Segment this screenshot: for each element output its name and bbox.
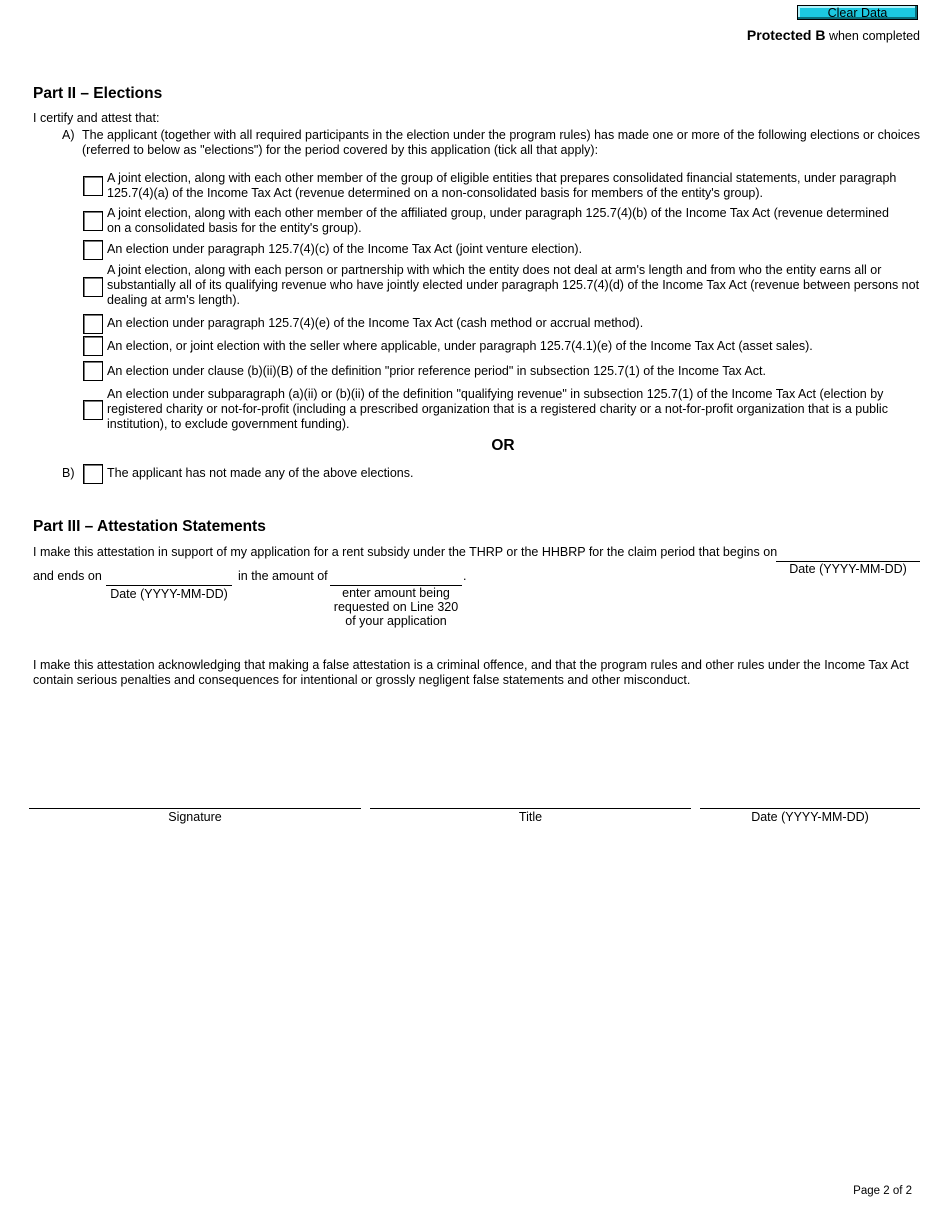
election-checkbox-8[interactable]: [83, 400, 103, 420]
amount-period: .: [463, 569, 467, 583]
election-option-3: An election under paragraph 125.7(4)(c) of the Income Tax Act (joint venture election).: [107, 242, 583, 256]
election-checkbox-5[interactable]: [83, 314, 103, 334]
election-option-4: A joint election, along with each person or partnership with which the entity does not deal at arm's length and from who the entity earns all or substantially all of its qualifying revenue who have jointly elected under paragraph 125.7(4)(d) of the Income Tax Act (revenue between persons not dealing at arm's length).: [107, 263, 920, 307]
amount-caption-line-1: enter amount being: [342, 586, 450, 600]
no-election-option: The applicant has not made any of the above elections.: [107, 466, 414, 480]
amount-field[interactable]: [330, 566, 462, 586]
title-label: Title: [518, 810, 543, 824]
election-checkbox-6[interactable]: [83, 336, 103, 356]
part3-title: Part III – Attestation Statements: [33, 518, 266, 535]
part2-title: Part II – Elections: [33, 85, 163, 102]
page-number: Page 2 of 2: [853, 1185, 912, 1197]
no-election-checkbox[interactable]: [83, 464, 103, 484]
election-option-6: An election, or joint election with the seller where applicable, under paragraph 125.7(4.1)(e) of the Income Tax Act (asset sales).: [107, 339, 813, 353]
attestation-statement-2: I make this attestation acknowledging that making a false attestation is a criminal offence, and that the program rules and other rules under the Income Tax Act contain serious penalties and consequences for intentional or grossly negligent false statements and other misconduct.: [33, 658, 909, 687]
election-option-2: A joint election, along with each other member of the affiliated group, under paragraph 125.7(4)(b) of the Income Tax Act (revenue determined on a consolidated basis for the entity's group).: [107, 206, 889, 235]
election-checkbox-3[interactable]: [83, 240, 103, 260]
part2-a-marker: A): [62, 128, 75, 142]
signature-field[interactable]: [29, 786, 361, 809]
or-separator: OR: [491, 437, 515, 454]
protected-b-notice: Protected B when completed: [746, 27, 920, 43]
start-date-field[interactable]: [776, 541, 920, 562]
title-field[interactable]: [370, 786, 691, 809]
part2-b-marker: B): [62, 466, 75, 480]
signature-date-field[interactable]: [700, 786, 920, 809]
election-option-5: An election under paragraph 125.7(4)(e) of the Income Tax Act (cash method or accrual method).: [107, 316, 644, 330]
signature-date-label: Date (YYYY-MM-DD): [751, 810, 869, 824]
election-option-8: An election under subparagraph (a)(ii) or (b)(ii) of the definition "qualifying revenue" in subsection 125.7(1) of the Income Tax Act (election by registered charity or not-for-profit (including a prescribed organization that is a registered charity or a not-for-profit organization that is a public institution), to exclude government funding).: [107, 387, 888, 431]
attestation-statement-1: I make this attestation in support of my application for a rent subsidy under the THRP or the HHBRP for the claim period that begins on: [33, 545, 778, 559]
part2-intro: I certify and attest that:: [33, 111, 160, 125]
election-checkbox-1[interactable]: [83, 176, 103, 196]
end-date-field[interactable]: [106, 566, 232, 586]
part2-a-text: The applicant (together with all required participants in the election under the program rules) has made one or more of the following elections or choices (referred to below as "elections") for the period covered by this application (tick all that apply):: [82, 128, 920, 157]
signature-label: Signature: [168, 810, 222, 824]
in-amount-label: in the amount of: [238, 569, 328, 583]
election-option-1: A joint election, along with each other member of the group of eligible entities that prepares consolidated financial statements, under paragraph 125.7(4)(a) of the Income Tax Act (revenue determined on a non-consolidated basis for members of the entity's group).: [107, 171, 897, 200]
election-option-7: An election under clause (b)(ii)(B) of the definition "prior reference period" in subsection 125.7(1) of the Income Tax Act.: [107, 364, 766, 378]
clear-data-button[interactable]: Clear Data: [797, 5, 918, 20]
election-checkbox-4[interactable]: [83, 277, 103, 297]
amount-caption-line-2: requested on Line 320: [333, 600, 459, 614]
election-checkbox-2[interactable]: [83, 211, 103, 231]
start-date-caption: Date (YYYY-MM-DD): [789, 562, 907, 576]
amount-caption-line-3: of your application: [345, 614, 447, 628]
election-checkbox-7[interactable]: [83, 361, 103, 381]
ends-on-label: and ends on: [33, 569, 102, 583]
end-date-caption: Date (YYYY-MM-DD): [110, 587, 228, 601]
